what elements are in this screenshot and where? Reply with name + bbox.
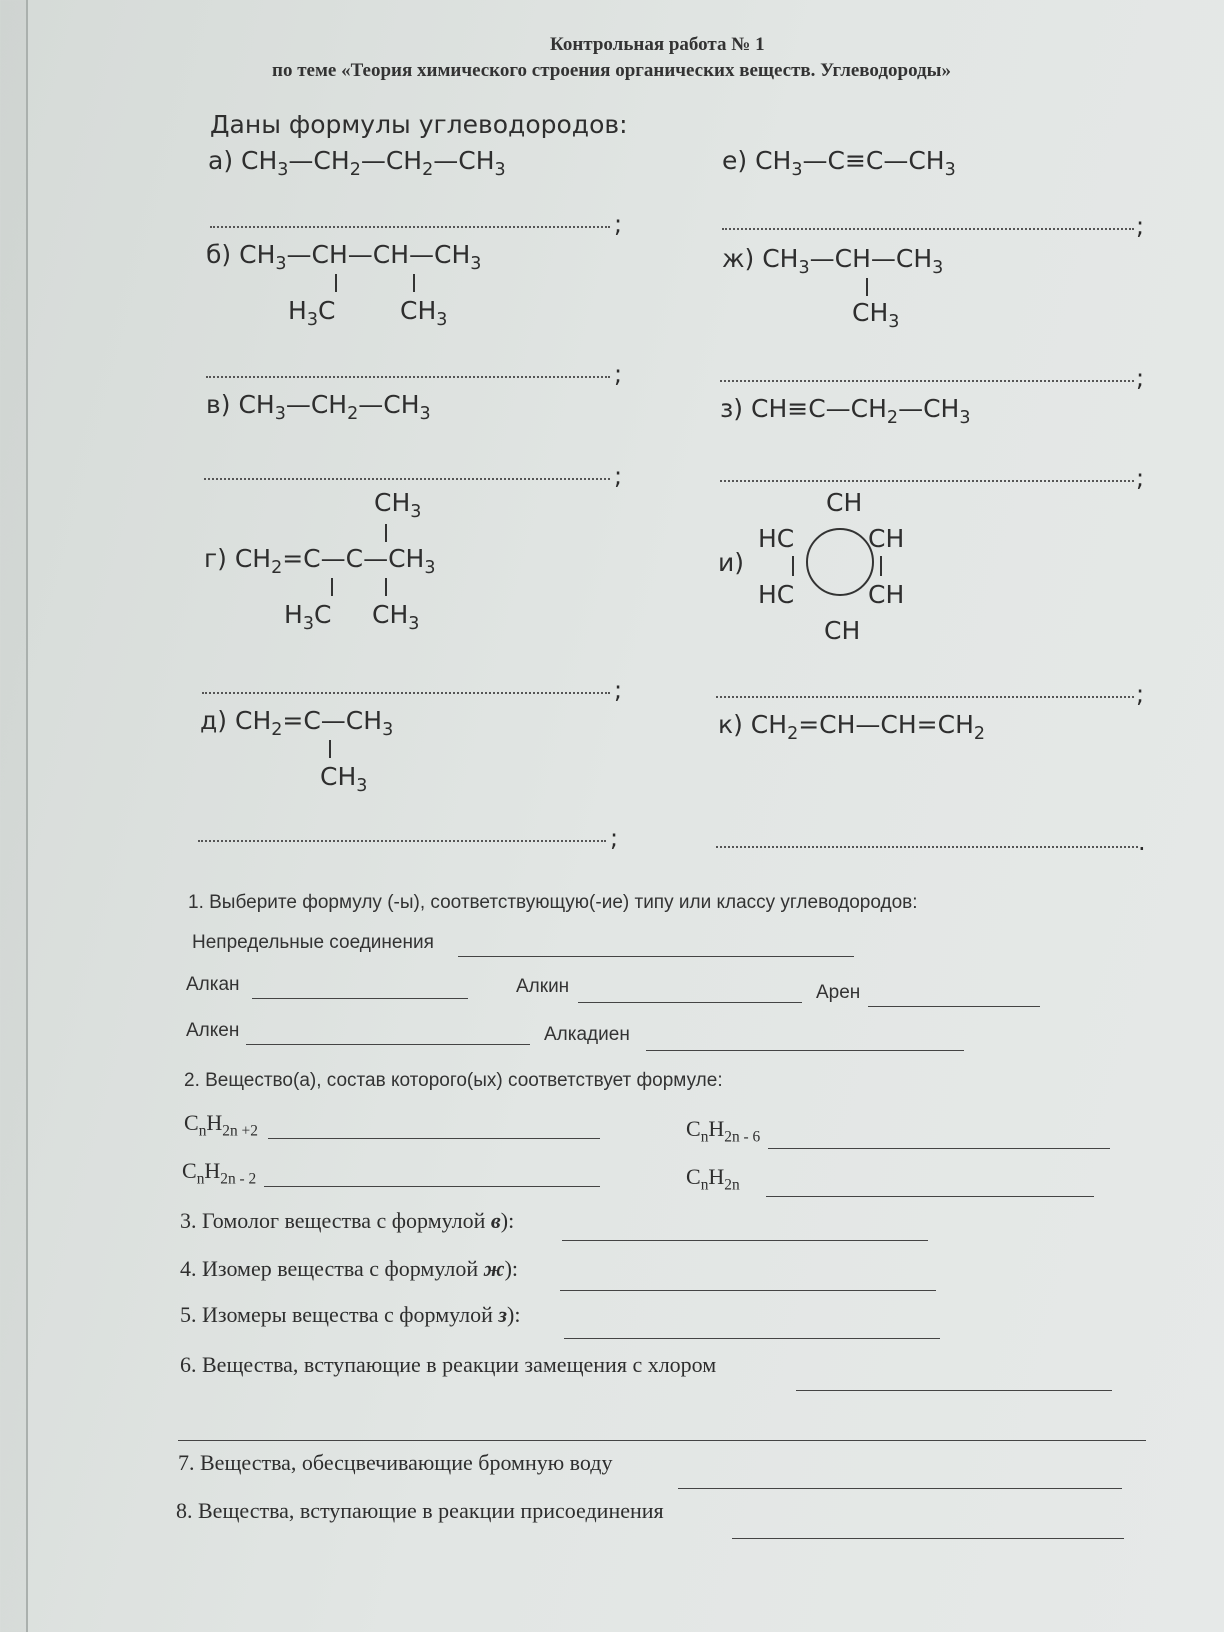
label-g: г) xyxy=(204,544,227,573)
label-d: д) xyxy=(200,706,228,735)
semicolon: ; xyxy=(1136,364,1145,392)
answer-line-alkene[interactable] xyxy=(246,1044,530,1045)
substituent-ch3-top: $CH_3$ xyxy=(374,488,422,522)
label-b: б) xyxy=(206,240,232,269)
formula-d: д) $CH_2=C—CH_3$ xyxy=(200,706,394,740)
semicolon: ; xyxy=(1136,464,1145,492)
question-6: 6. Вещества, вступающие в реакции замещения с хлором xyxy=(180,1352,717,1377)
semicolon: ; xyxy=(614,210,623,238)
intro-text: Даны формулы углеводородов: xyxy=(210,110,628,139)
answer-dots-i[interactable] xyxy=(716,696,1134,698)
question-7: 7. Вещества, обесцвечивающие бромную воду xyxy=(178,1450,613,1475)
answer-dots-k[interactable] xyxy=(716,846,1138,848)
bond-line xyxy=(880,556,882,576)
substituent-ch3: $CH_3$ xyxy=(372,600,420,634)
formula-cnh2n-minus-2: $C_nH_{2n - 2}$ xyxy=(182,1158,257,1188)
question-8: 8. Вещества, вступающие в реакции присоединения xyxy=(176,1498,664,1523)
bond-line xyxy=(866,278,868,296)
answer-line-arene[interactable] xyxy=(868,1006,1040,1007)
benzene-hc-left-bottom: HC xyxy=(758,580,795,609)
benzene-ch-right-top: CH xyxy=(868,524,905,553)
substituent-ch3: $CH_3$ xyxy=(320,762,368,796)
bond-line xyxy=(331,578,333,596)
bond-line xyxy=(385,578,387,596)
formula-g: г) $CH_2=C—C—CH_3$ xyxy=(204,544,436,578)
answer-line-cnh2n[interactable] xyxy=(766,1196,1094,1197)
benzene-ch-right-bottom: CH xyxy=(868,580,905,609)
answer-line-alkyne[interactable] xyxy=(578,1002,802,1003)
answer-line-cnh2n-minus-6[interactable] xyxy=(768,1148,1110,1149)
label-zh: ж) xyxy=(722,244,755,273)
formula-zh: ж) $CH_3—CH—CH_3$ xyxy=(722,244,944,278)
answer-dots-d[interactable] xyxy=(198,840,606,842)
semicolon: ; xyxy=(610,824,619,852)
formula-cnh2n: $C_nH_{2n}$ xyxy=(686,1164,740,1194)
answer-line-cnh2n-plus-2[interactable] xyxy=(268,1138,600,1139)
answer-line-q6a[interactable] xyxy=(796,1390,1112,1391)
label-e: е) xyxy=(722,146,748,175)
benzene-ch-bottom: CH xyxy=(824,616,861,645)
formula-i-label: и) xyxy=(718,548,745,577)
period: . xyxy=(1138,828,1146,856)
question-4: 4. Изомер вещества с формулой ж): xyxy=(180,1256,519,1281)
formula-ref-z: з xyxy=(498,1302,508,1327)
semicolon: ; xyxy=(614,676,623,704)
formula-z: з) $CH\equiv C—CH_2—CH_3$ xyxy=(720,394,971,428)
semicolon: ; xyxy=(1136,212,1145,240)
answer-line-q7[interactable] xyxy=(678,1488,1122,1489)
bond-line xyxy=(329,740,331,758)
label-unsaturated: Непредельные соединения xyxy=(192,932,434,953)
answer-dots-e[interactable] xyxy=(722,228,1134,230)
formula-v: в) $CH_3—CH_2—CH_3$ xyxy=(206,390,431,424)
formula-ref-zh: ж xyxy=(483,1256,505,1281)
answer-line-unsaturated[interactable] xyxy=(458,956,854,957)
bond-line xyxy=(385,524,387,542)
substituent-ch3: $CH_3$ xyxy=(400,296,448,330)
benzene-hc-left-top: HC xyxy=(758,524,795,553)
answer-line-q4[interactable] xyxy=(560,1290,936,1291)
substituent-h3c: $H_3C$ xyxy=(288,296,336,330)
label-k: к) xyxy=(718,710,743,739)
semicolon: ; xyxy=(1136,680,1145,708)
answer-line-q3[interactable] xyxy=(562,1240,928,1241)
formula-ref-v: в xyxy=(490,1208,501,1233)
semicolon: ; xyxy=(614,360,623,388)
question-5: 5. Изомеры вещества с формулой з): xyxy=(180,1302,521,1327)
question-3: 3. Гомолог вещества с формулой в): xyxy=(180,1208,515,1233)
formula-e: е) $CH_3—C\equiv C—CH_3$ xyxy=(722,146,956,180)
answer-line-q6b[interactable] xyxy=(178,1440,1146,1441)
formula-k: к) $CH_2=CH—CH=CH_2$ xyxy=(718,710,986,744)
answer-line-cnh2n-minus-2[interactable] xyxy=(264,1186,600,1187)
answer-dots-g[interactable] xyxy=(202,692,610,694)
label-v: в) xyxy=(206,390,231,419)
label-alkadiene: Алкадиен xyxy=(544,1024,630,1045)
semicolon: ; xyxy=(614,462,623,490)
label-alkane: Алкан xyxy=(186,974,240,995)
benzene-ring xyxy=(806,528,874,596)
answer-line-alkadiene[interactable] xyxy=(646,1050,964,1051)
substituent-h3c: $H_3C$ xyxy=(284,600,332,634)
label-arene: Арен xyxy=(816,982,861,1003)
label-z: з) xyxy=(720,394,744,423)
label-alkene: Алкен xyxy=(186,1020,240,1041)
worksheet-title: Контрольная работа № 1 xyxy=(550,34,765,55)
answer-line-q5[interactable] xyxy=(564,1338,940,1339)
answer-dots-v[interactable] xyxy=(204,478,610,480)
bond-line xyxy=(413,274,415,292)
formula-cnh2n-minus-6: $C_nH_{2n - 6}$ xyxy=(686,1116,761,1146)
formula-a: а) $CH_3—CH_2—CH_2—CH_3$ xyxy=(208,146,506,180)
substituent-ch3: $CH_3$ xyxy=(852,298,900,332)
label-alkyne: Алкин xyxy=(516,976,570,997)
bond-line xyxy=(335,274,337,292)
question-2: 2. Вещество(а), состав которого(ых) соответствует формуле: xyxy=(184,1070,723,1091)
bond-line xyxy=(792,556,794,576)
answer-dots-z[interactable] xyxy=(720,480,1134,482)
worksheet-subtitle: по теме «Теория химического строения органических веществ. Углеводороды» xyxy=(272,60,951,81)
formula-b: б) $CH_3—CH—CH—CH_3$ xyxy=(206,240,482,274)
answer-line-q8[interactable] xyxy=(732,1538,1124,1539)
answer-dots-a[interactable] xyxy=(210,226,610,228)
label-a: а) xyxy=(208,146,234,175)
answer-line-alkane[interactable] xyxy=(252,998,468,999)
answer-dots-b[interactable] xyxy=(206,376,610,378)
benzene-ch-top: CH xyxy=(826,488,863,517)
question-1: 1. Выберите формулу (-ы), соответствующую(-ие) типу или классу углеводородов: xyxy=(188,892,918,913)
answer-dots-zh[interactable] xyxy=(720,380,1134,382)
formula-cnh2n-plus-2: $C_nH_{2n +2}$ xyxy=(184,1110,258,1140)
